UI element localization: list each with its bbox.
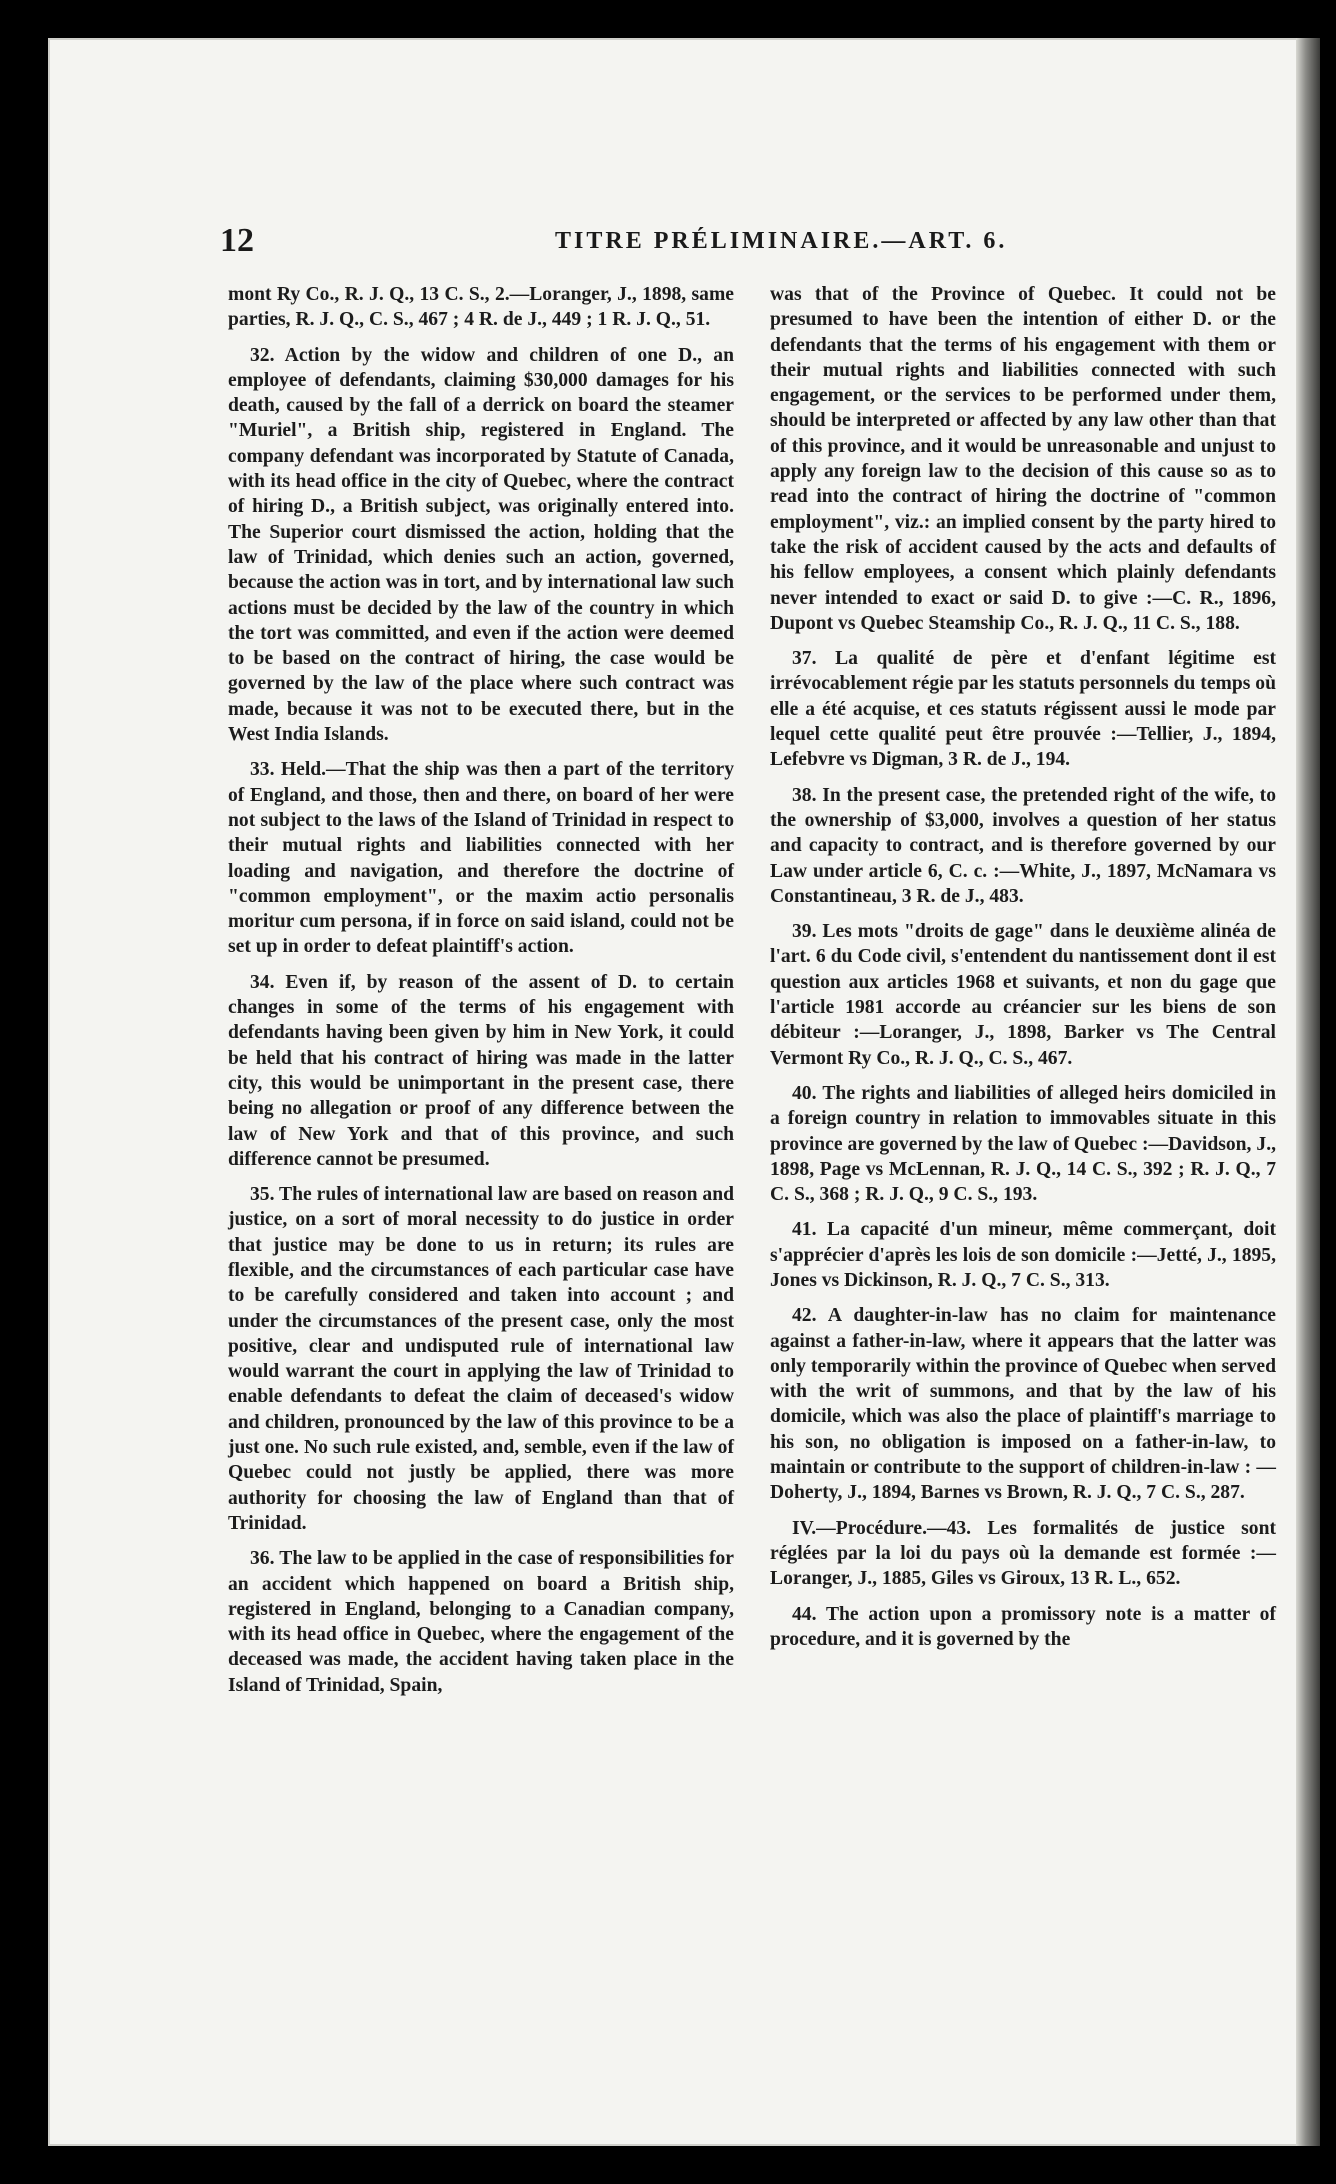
page-number: 12	[220, 222, 254, 259]
paragraph: 35. The rules of international law are based on reason and justice, on a sort of moral necessity to do justice in order that justice may be done to us in return; its rules are flexible, and the circumstances of each particular case have to be carefully considered and taken into account ; and under the circumstances of the present case, only the most positive, clear and undisputed rule of international law would warrant the court in applying the law of Trinidad to enable defendants to defeat the claim of deceased's widow and children, pronounced by the law of this province to be a just one. No such rule existed, and, semble, even if the law of Quebec could not justly be applied, there was more authority for choosing the law of England than that of Trinidad.	[228, 1184, 734, 1534]
page-stack-edge	[1296, 38, 1320, 2146]
paragraph: 38. In the present case, the pretended right of the wife, to the ownership of $3,000, involves a question of her status and capacity to contract, and is therefore governed by our Law under article 6, C. c. :—White, J., 1897, McNamara vs Constantineau, 3 R. de J., 483.	[770, 784, 1276, 907]
paragraph: 39. Les mots "droits de gage" dans le deuxième alinéa de l'art. 6 du Code civil, s'entendent du nantissement dont il est question aux articles 1968 et suivants, et non du gage que l'article 1981 accorde au créancier sur les biens de son débiteur :—Loranger, J., 1898, Barker vs The Central Vermont Ry Co., R. J. Q., C. S., 467.	[770, 921, 1276, 1069]
paragraph: 41. La capacité d'un mineur, même commerçant, doit s'apprécier d'après les lois de son domicile :—Jetté, J., 1895, Jones vs Dickinson, R. J. Q., 7 C. S., 313.	[770, 1219, 1276, 1291]
left-column	[228, 282, 734, 1708]
page-header	[220, 222, 1220, 262]
paragraph: IV.—Procédure.—43. Les formalités de justice sont réglées par la loi du pays où la demande est formée :—Loranger, J., 1885, Giles vs Giroux, 13 R. L., 652.	[770, 1517, 1276, 1590]
right-column	[770, 282, 1276, 1662]
paragraph: 42. A daughter-in-law has no claim for maintenance against a father-in-law, where it appears that the latter was only temporarily within the province of Quebec when served with the writ of summons, and that by the law of his domicile, which was also the place of plaintiff's marriage to his son, no obligation is imposed on a father-in-law, to maintain or contribute to the support of children-in-law : — Doherty, J., 1894, Barnes vs Brown, R. J. Q., 7 C. S., 287.	[770, 1305, 1276, 1504]
paragraph: 40. The rights and liabilities of alleged heirs domiciled in a foreign country in relation to immovables situate in this province are governed by the law of Quebec :—Davidson, J., 1898, Page vs McLennan, R. J. Q., 14 C. S., 392 ; R. J. Q., 7 C. S., 368 ; R. J. Q., 9 C. S., 193.	[770, 1082, 1276, 1206]
paragraph: 44. The action upon a promissory note is a matter of procedure, and it is governed by the	[770, 1603, 1276, 1650]
paragraph: was that of the Province of Quebec. It could not be presumed to have been the intention of either D. or the defendants that the terms of his engagement with them or their mutual rights and liabilities connected with such engagement, or the services to be performed under them, should be interpreted or affected by any law other than that of this province, and it would be unreasonable and unjust to apply any foreign law to the decision of this cause so as to read into the contract of hiring the doctrine of "common employment", viz.: an implied consent by the party hired to take the risk of accident caused by the acts and defaults of his fellow employees, a consent which plainly defendants never intended to exact or said D. to give :—C. R., 1896, Dupont vs Quebec Steamship Co., R. J. Q., 11 C. S., 188.	[770, 284, 1276, 634]
paragraph: mont Ry Co., R. J. Q., 13 C. S., 2.—Loranger, J., 1898, same parties, R. J. Q., C. S., 467 ; 4 R. de J., 449 ; 1 R. J. Q., 51.	[228, 284, 734, 331]
paragraph: 36. The law to be applied in the case of responsibilities for an accident which happened on board a British ship, registered in England, belonging to a Canadian company, with its head office in Quebec, where the engagement of the deceased was made, the accident having taken place in the Island of Trinidad, Spain,	[228, 1548, 734, 1696]
running-head: TITRE PRÉLIMINAIRE.—ART. 6.	[555, 228, 1008, 254]
paragraph: 37. La qualité de père et d'enfant légitime est irrévocablement régie par les statuts personnels du temps où elle a été acquise, et ces statuts régissent aussi le mode par lequel cette qualité peut être prouvée :—Tellier, J., 1894, Lefebvre vs Digman, 3 R. de J., 194.	[770, 648, 1276, 771]
paragraph: 32. Action by the widow and children of one D., an employee of defendants, claiming $30,000 damages for his death, caused by the fall of a derrick on board the steamer "Muriel", a British ship, registered in England. The company defendant was incorporated by Statute of Canada, with its head office in the city of Quebec, where the contract of hiring D., a British subject, was originally entered into. The Superior court dismissed the action, holding that the law of Trinidad, which denies such an action, governed, because the action was in tort, and by international law such actions must be decided by the law of the country in which the tort was committed, and even if the action were deemed to be based on the contract of hiring, the case would be governed by the law of the place where such contract was made, because it was not to be executed there, but in the West India Islands.	[228, 344, 734, 746]
paragraph: 33. Held.—That the ship was then a part of the territory of England, and those, then and there, on board of her were not subject to the laws of the Island of Trinidad in respect to their mutual rights and liabilities connected with her loading and navigation, and therefore the doctrine of "common employment", or the maxim actio personalis moritur cum persona, if in force on said island, could not be set up in order to defeat plaintiff's action.	[228, 759, 734, 958]
paragraph: 34. Even if, by reason of the assent of D. to certain changes in some of the terms of his engagement with defendants having been given by him in New York, it could be held that his contract of hiring was made in the latter city, this would be unimportant in the present case, there being no allegation or proof of any difference between the law of New York and that of this province, and such difference cannot be presumed.	[228, 971, 734, 1170]
